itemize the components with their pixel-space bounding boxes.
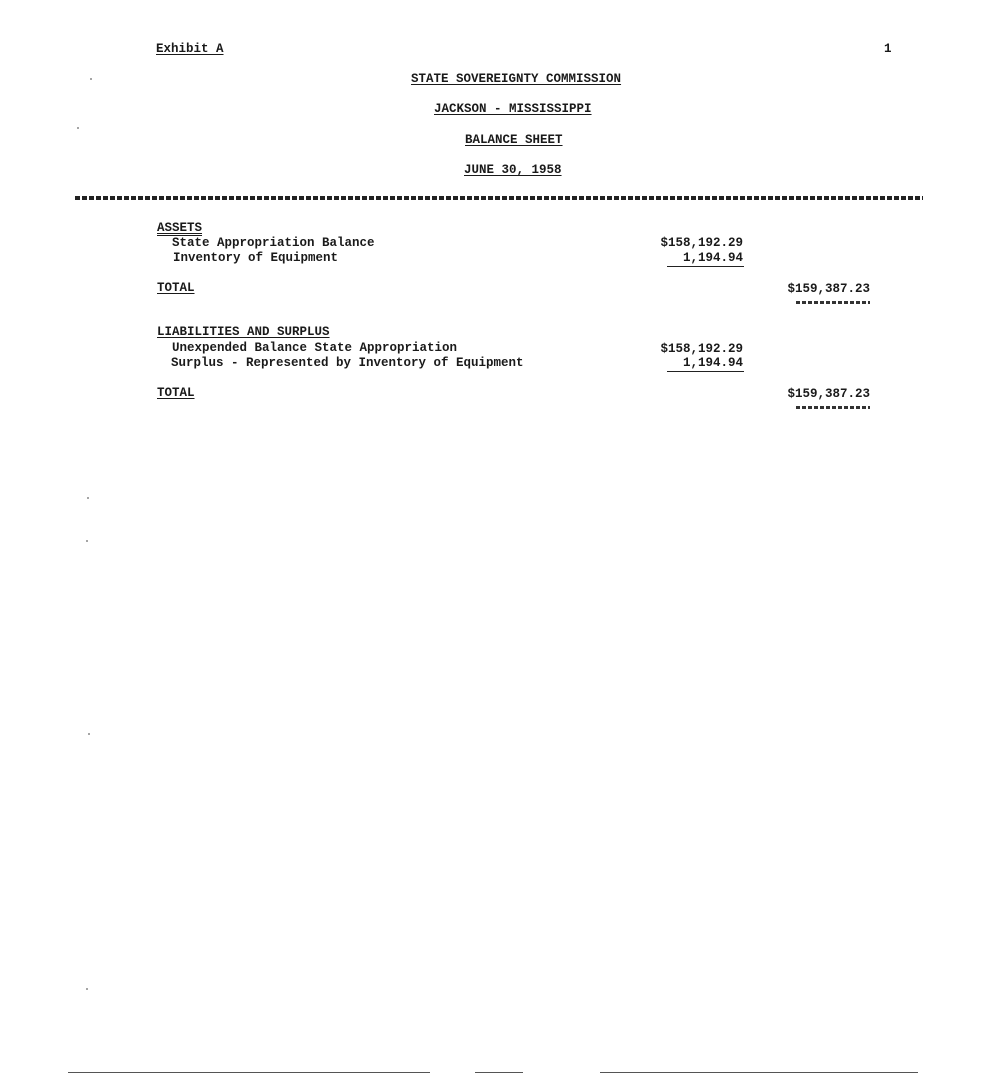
scan-speck — [90, 78, 92, 80]
scan-speck — [87, 497, 89, 499]
assets-item-amount: $158,192.29 — [660, 236, 743, 250]
assets-heading: ASSETS — [157, 221, 203, 235]
assets-total-amount: $159,387.23 — [787, 282, 870, 296]
assets-item-amount: 1,194.94 — [682, 251, 743, 265]
liabilities-total-label: TOTAL — [157, 386, 195, 400]
bottom-edge-rule — [475, 1072, 523, 1073]
liabilities-item-label: Unexpended Balance State Appropriation — [172, 341, 458, 355]
header-divider — [75, 196, 923, 200]
subtotal-underline — [667, 371, 744, 372]
liabilities-total-amount: $159,387.23 — [787, 387, 870, 401]
assets-item-label: State Appropriation Balance — [172, 236, 375, 250]
liabilities-heading: LIABILITIES AND SURPLUS — [157, 325, 330, 339]
title-line-3: BALANCE SHEET — [465, 133, 563, 147]
liabilities-item-label: Surplus - Represented by Inventory of Equipment — [171, 356, 524, 370]
scan-speck — [77, 127, 79, 129]
page-number: 1 — [884, 42, 892, 56]
title-line-2: JACKSON - MISSISSIPPI — [434, 102, 592, 116]
bottom-edge-rule — [600, 1072, 918, 1073]
total-double-underline — [796, 406, 870, 409]
total-double-underline — [796, 301, 870, 304]
title-line-1: STATE SOVEREIGNTY COMMISSION — [411, 72, 622, 86]
liabilities-item-amount: $158,192.29 — [660, 342, 743, 356]
bottom-edge-rule — [68, 1072, 430, 1073]
scan-speck — [86, 540, 88, 542]
scan-speck — [86, 988, 88, 990]
assets-total-label: TOTAL — [157, 281, 195, 295]
title-line-4: JUNE 30, 1958 — [464, 163, 562, 177]
subtotal-underline — [667, 266, 744, 267]
exhibit-label: Exhibit A — [156, 42, 224, 56]
scan-speck — [88, 733, 90, 735]
liabilities-item-amount: 1,194.94 — [682, 356, 743, 370]
assets-item-label: Inventory of Equipment — [173, 251, 339, 265]
